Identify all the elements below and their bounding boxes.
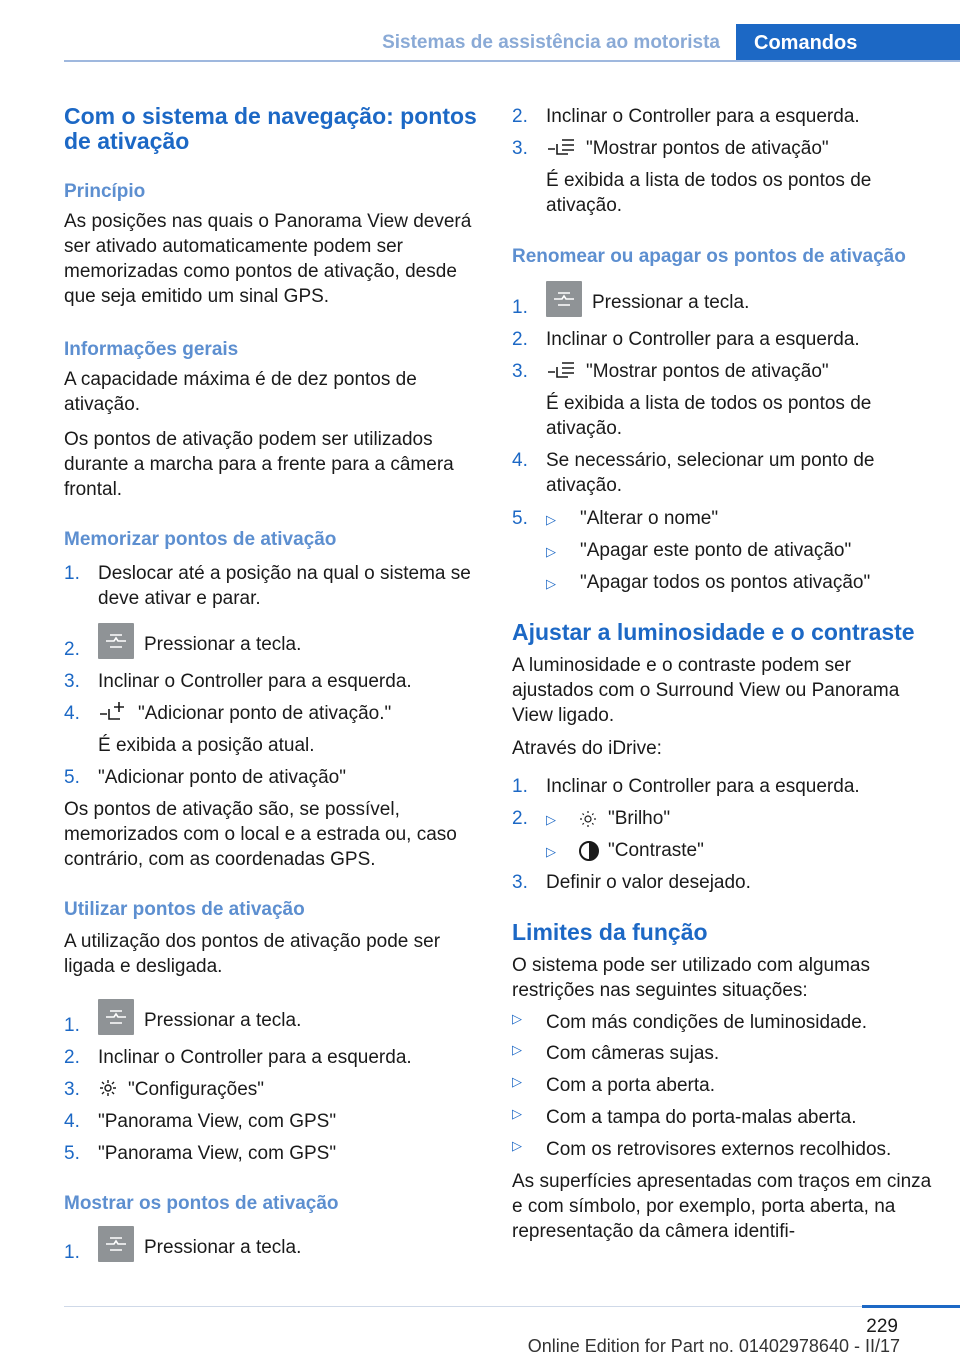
step-content <box>98 1226 480 1262</box>
section-title-brightness: Ajustar a luminosidade e o contraste <box>512 619 915 645</box>
step-number: 2. <box>512 329 528 350</box>
step-number: 5. <box>64 1143 80 1164</box>
bullet-text: Com a tampa do porta-malas aberta. <box>546 1107 857 1128</box>
step-content <box>98 701 480 726</box>
step-text: "Alterar o nome" <box>580 508 719 529</box>
step-content <box>546 359 936 384</box>
header-divider <box>64 60 960 62</box>
running-header-section: Sistemas de assistência ao motorista <box>382 32 720 53</box>
camera-button-icon <box>98 999 134 1035</box>
step-text: "Brilho" <box>608 808 671 829</box>
camera-button-icon <box>546 281 582 317</box>
step-number: 3. <box>64 671 80 692</box>
triangle-bullet-icon: ▷ <box>546 812 556 827</box>
step-content <box>98 999 480 1035</box>
list-activation-points-icon <box>546 360 576 380</box>
step-text: Pressionar a tecla. <box>144 1010 302 1031</box>
bullet-text: Com más condições de luminosidade. <box>546 1012 868 1033</box>
step-text: Inclinar o Controller para a esquerda. <box>98 671 412 692</box>
step-note: É exibida a lista de todos os pontos de ativação. <box>546 393 872 439</box>
step-number: 2. <box>512 106 528 127</box>
triangle-bullet-icon: ▷ <box>512 1011 522 1026</box>
step-number: 4. <box>64 703 80 724</box>
step-content <box>546 136 936 161</box>
step-text: "Mostrar pontos de ativação" <box>586 138 829 159</box>
step-number: 1. <box>512 297 528 318</box>
paragraph-general-2: Os pontos de ativação podem ser utilizados durante a marcha para a frente para a câmera frontal. <box>64 429 454 500</box>
sub-item-text: "Apagar este ponto de ativação" <box>580 540 852 561</box>
step-number: 1. <box>64 1015 80 1036</box>
step-text: Inclinar o Controller para a esquerda. <box>546 329 860 350</box>
step-number: 2. <box>64 639 80 660</box>
step-number: 1. <box>64 1242 80 1263</box>
step-text: Inclinar o Controller para a esquerda. <box>546 776 860 797</box>
triangle-bullet-icon: ▷ <box>546 512 556 527</box>
step-number: 1. <box>64 563 80 584</box>
step-text: "Adicionar ponto de ativação" <box>98 767 346 788</box>
paragraph-adjust-1: A luminosidade e o contraste podem ser ajustados com o Surround View ou Panorama View ligado. <box>512 655 900 726</box>
camera-button-icon <box>98 1226 134 1262</box>
step-text: Inclinar o Controller para a esquerda. <box>546 106 860 127</box>
triangle-bullet-icon: ▷ <box>512 1042 522 1057</box>
step-note: É exibida a posição atual. <box>98 735 315 756</box>
gear-icon <box>98 1078 118 1098</box>
footer-accent-bar <box>862 1305 960 1308</box>
step-number: 5. <box>512 508 528 529</box>
page-number: 229 <box>866 1316 898 1337</box>
triangle-bullet-icon: ▷ <box>546 844 556 859</box>
step-number: 3. <box>512 872 528 893</box>
step-number: 1. <box>512 776 528 797</box>
heading-show-points: Mostrar os pontos de ativação <box>64 1193 339 1214</box>
step-text: "Panorama View, com GPS" <box>98 1143 337 1164</box>
step-text: "Adicionar ponto de ativação." <box>138 703 392 724</box>
step-text: "Configurações" <box>128 1079 265 1100</box>
step-number: 3. <box>64 1079 80 1100</box>
footer-divider <box>64 1306 960 1307</box>
triangle-bullet-icon: ▷ <box>512 1106 522 1121</box>
paragraph-principle: As posições nas quais o Panorama View deverá ser ativado automaticamente podem ser memorizadas como pontos de ativação, desde que seja emitido um sinal GPS. <box>64 211 472 307</box>
section-title-activation-points: Com o sistema de navegação: pontos de ativação <box>64 103 477 154</box>
step-text: Pressionar a tecla. <box>144 1237 302 1258</box>
step-text: "Contraste" <box>608 840 704 861</box>
list-activation-points-icon <box>546 137 576 157</box>
brightness-icon <box>578 809 598 829</box>
step-note: É exibida a lista de todos os pontos de ativação. <box>546 170 872 216</box>
section-title-limits: Limites da função <box>512 919 708 945</box>
sub-item-text: "Apagar todos os pontos ativação" <box>580 572 871 593</box>
step-text: Se necessário, selecionar um ponto de ativação. <box>546 450 875 496</box>
step-text: Definir o valor desejado. <box>546 872 751 893</box>
step-content <box>98 1077 480 1102</box>
heading-general-info: Informações gerais <box>64 339 239 360</box>
paragraph-use: A utilização dos pontos de ativação pode ser ligada e desligada. <box>64 931 441 977</box>
triangle-bullet-icon: ▷ <box>546 544 556 559</box>
add-activation-point-icon <box>98 702 128 722</box>
paragraph-limits: O sistema pode ser utilizado com algumas restrições nas seguintes situações: <box>512 955 870 1001</box>
step-text: Deslocar até a posição na qual o sistema se deve ativar e parar. <box>98 563 471 609</box>
bullet-text: Com câmeras sujas. <box>546 1043 720 1064</box>
contrast-icon <box>578 840 600 862</box>
edition-note: Online Edition for Part no. 01402978640 - II/17 <box>527 1336 900 1356</box>
bullet-text: Com os retrovisores externos recolhidos. <box>546 1139 892 1160</box>
paragraph-general-1: A capacidade máxima é de dez pontos de ativação. <box>64 369 417 415</box>
bullet-text: Com a porta aberta. <box>546 1075 715 1096</box>
step-number: 3. <box>512 138 528 159</box>
step-content <box>546 281 936 317</box>
step-content <box>98 623 480 659</box>
running-header-tab: Comandos <box>736 24 960 62</box>
step-number: 2. <box>512 808 528 829</box>
triangle-bullet-icon: ▷ <box>512 1138 522 1153</box>
paragraph-adjust-2: Através do iDrive: <box>512 738 662 759</box>
camera-button-icon <box>98 623 134 659</box>
step-number: 3. <box>512 361 528 382</box>
triangle-bullet-icon: ▷ <box>546 576 556 591</box>
step-number: 4. <box>64 1111 80 1132</box>
heading-rename-delete: Renomear ou apagar os pontos de ativação <box>512 246 906 267</box>
step-text: "Panorama View, com GPS" <box>98 1111 337 1132</box>
step-text: "Mostrar pontos de ativação" <box>586 361 829 382</box>
paragraph-store: Os pontos de ativação são, se possível, memorizados com o local e a estrada ou, caso contrário, com as coordenadas GPS. <box>64 799 457 870</box>
step-text: Pressionar a tecla. <box>144 634 302 655</box>
step-text: Inclinar o Controller para a esquerda. <box>98 1047 412 1068</box>
heading-store-points: Memorizar pontos de ativação <box>64 529 337 550</box>
step-text: Pressionar a tecla. <box>592 292 750 313</box>
paragraph-limits-2: As superfícies apresentadas com traços em cinza e com símbolo, por exemplo, porta aberta, na representação da câmera identifi- <box>512 1171 932 1242</box>
step-number: 5. <box>64 767 80 788</box>
heading-principle: Princípio <box>64 181 146 202</box>
step-number: 4. <box>512 450 528 471</box>
step-number: 2. <box>64 1047 80 1068</box>
triangle-bullet-icon: ▷ <box>512 1074 522 1089</box>
heading-use-points: Utilizar pontos de ativação <box>64 899 305 920</box>
